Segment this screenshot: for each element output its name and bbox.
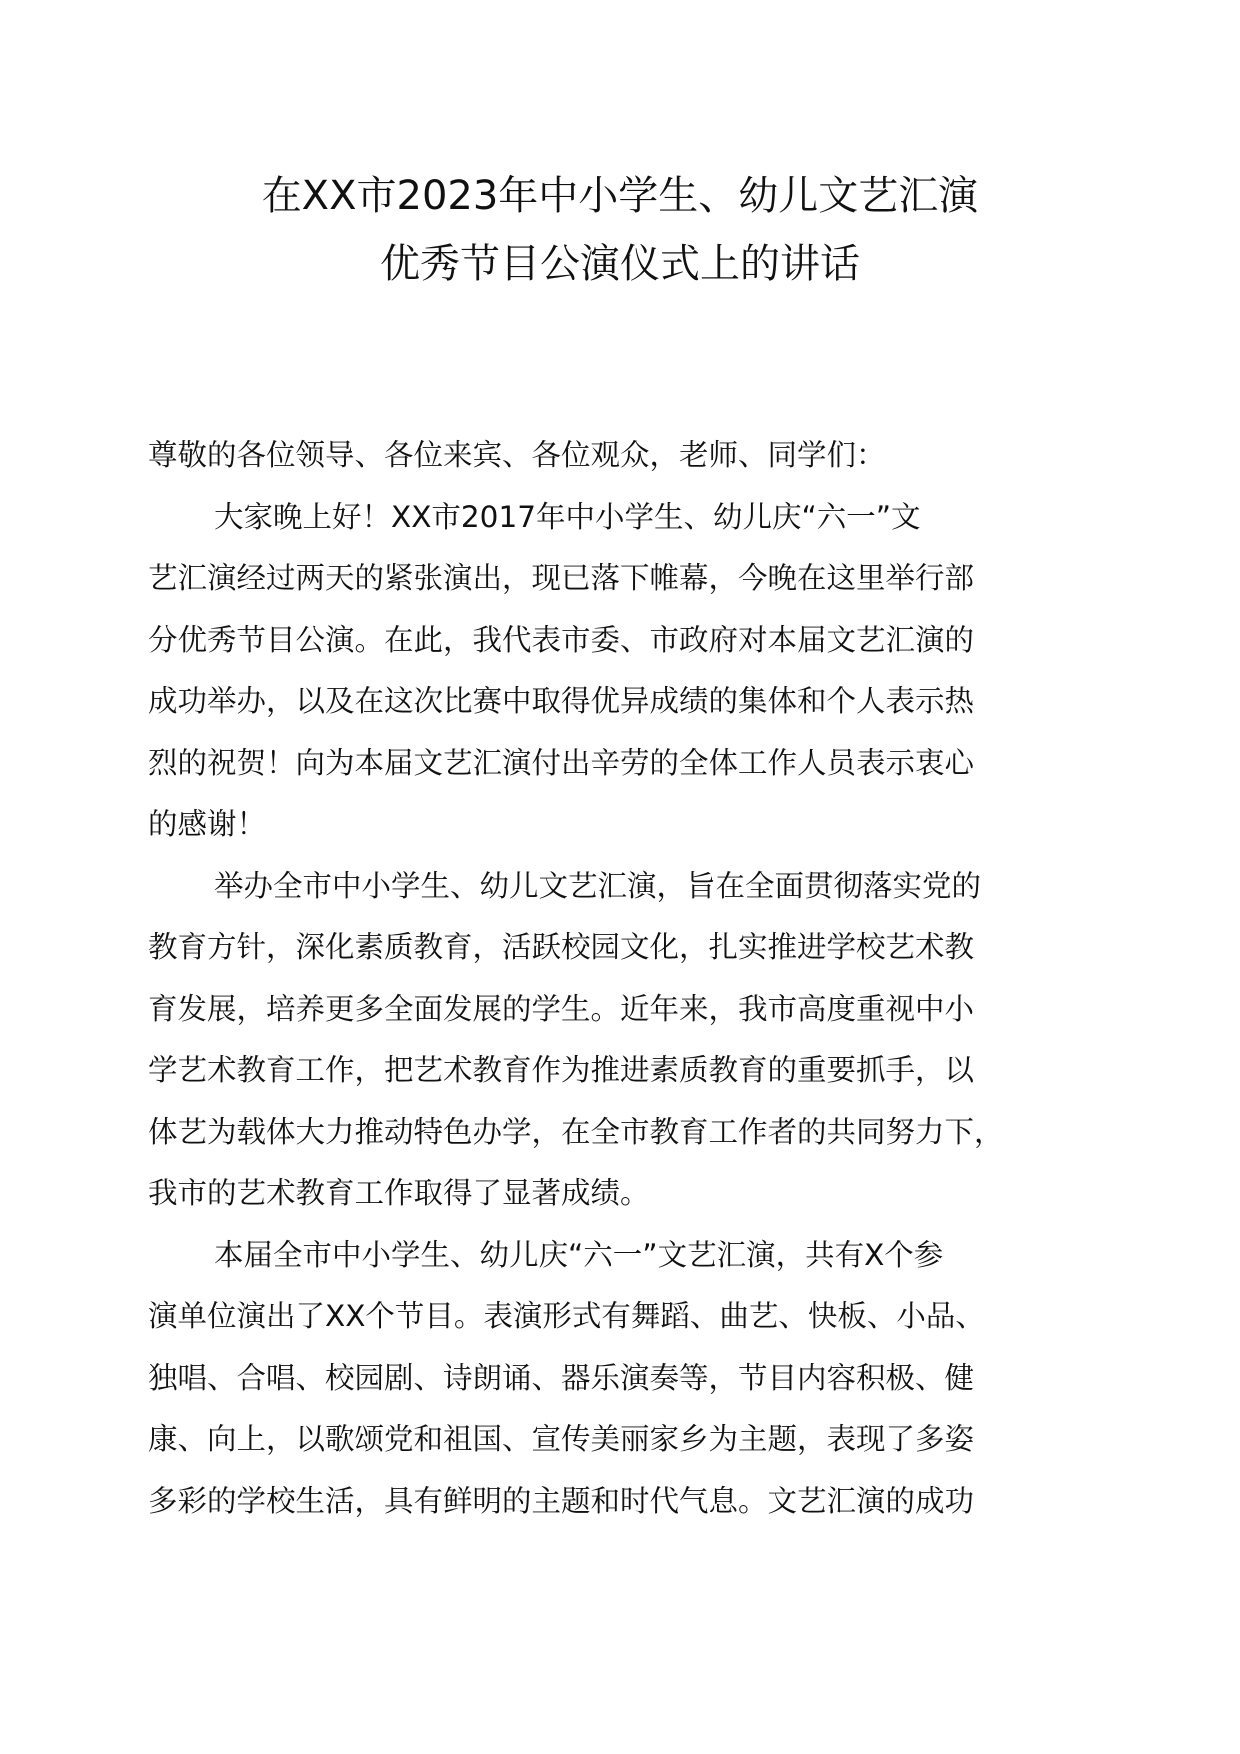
page-title <box>120 162 1120 298</box>
paragraph-line: 学艺术教育工作，把艺术教育作为推进素质教育的重要抓手，以 <box>148 1053 975 1087</box>
paragraph-line: 分优秀节目公演。在此，我代表市委、市政府对本届文艺汇演的 <box>148 622 975 657</box>
paragraph-line: 举办全市中小学生、幼儿文艺汇演，旨在全面贯彻落实党的 <box>214 868 982 903</box>
paragraph-line: 多彩的学校生活，具有鲜明的主题和时代气息。文艺汇演的成功 <box>148 1483 975 1518</box>
title-line: 在XX市2023年中小学生、幼儿文艺汇演 <box>261 173 979 219</box>
document-body <box>148 425 1134 1532</box>
paragraph <box>148 1225 1134 1533</box>
title-line: 优秀节目公演仪式上的讲话 <box>380 241 860 287</box>
paragraph-line: 独唱、合唱、校园剧、诗朗诵、器乐演奏等，节目内容积极、健 <box>148 1360 975 1395</box>
paragraph-line: 本届全市中小学生、幼儿庆“六一”文艺汇演，共有X个参 <box>214 1237 944 1272</box>
paragraph-line: 成功举办，以及在这次比赛中取得优异成绩的集体和个人表示热 <box>148 684 975 718</box>
paragraph-line: 我市的艺术教育工作取得了显著成绩。 <box>148 1176 650 1210</box>
paragraph-line: 教育方针，深化素质教育，活跃校园文化，扎实推进学校艺术教 <box>148 930 975 964</box>
paragraph-line: 体艺为载体大力推动特色办学，在全市教育工作者的共同努力下， <box>148 1114 1004 1149</box>
paragraph-line: 艺汇演经过两天的紧张演出，现已落下帷幕，今晚在这里举行部 <box>148 561 975 595</box>
paragraph-line: 育发展，培养更多全面发展的学生。近年来，我市高度重视中小 <box>148 991 975 1026</box>
paragraph <box>148 487 1134 856</box>
paragraph-line: 的感谢！ <box>148 807 267 841</box>
paragraph <box>148 856 1134 1225</box>
paragraph-line: 演单位演出了XX个节目。表演形式有舞蹈、曲艺、快板、小品、 <box>148 1299 985 1333</box>
paragraph-line: 大家晚上好！XX市2017年中小学生、幼儿庆“六一”文 <box>214 499 921 534</box>
salutation: 尊敬的各位领导、各位来宾、各位观众，老师、同学们： <box>148 438 886 472</box>
paragraph-line: 康、向上，以歌颂党和祖国、宣传美丽家乡为主题，表现了多姿 <box>148 1422 975 1456</box>
paragraph-line: 烈的祝贺！向为本届文艺汇演付出辛劳的全体工作人员表示衷心 <box>148 745 975 780</box>
